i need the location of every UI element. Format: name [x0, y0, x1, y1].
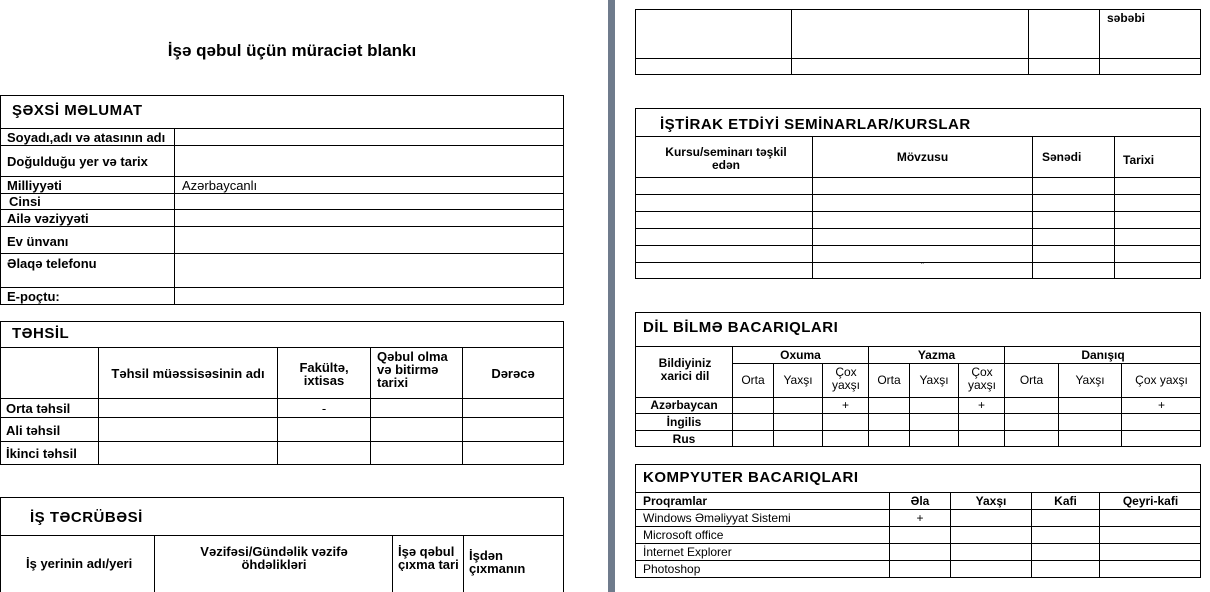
languages-level-header: Orta — [741, 373, 765, 387]
personal-label: Ailə vəziyyəti — [7, 211, 89, 226]
language-name: İngilis — [666, 415, 702, 429]
personal-label: Ev ünvanı — [7, 234, 69, 249]
computer-col-header: Əla — [910, 494, 930, 508]
nationality-value: Azərbaycanlı — [182, 178, 258, 193]
languages-first-col-header: Bildiyiniz xarici dil — [658, 356, 712, 383]
languages-level-header: Yaxşı — [783, 373, 813, 387]
computer-col-header: Qeyri-kafi — [1122, 494, 1179, 508]
languages-level-header: Çox yaxşı — [831, 365, 860, 392]
program-excellent-mark: + — [916, 511, 924, 525]
languages-level-header: Çox yaxşı — [967, 365, 996, 392]
languages-level-header: Orta — [877, 373, 901, 387]
personal-label: E-poçtu: — [7, 289, 60, 304]
computer-col-header: Proqramlar — [643, 494, 708, 508]
seminars-col-header: Mövzusu — [896, 150, 949, 164]
education-col-header: Qəbul olma və bitirmə tarixi — [377, 349, 448, 390]
education-row-label: İkinci təhsil — [6, 446, 77, 461]
languages-level-header: Yaxşı — [1075, 373, 1105, 387]
program-name: Photoshop — [643, 562, 701, 576]
languages-group-header: Oxuma — [780, 348, 821, 362]
language-name: Rus — [672, 432, 696, 446]
personal-label: Əlaqə telefonu — [7, 256, 97, 271]
personal-label: Milliyyəti — [7, 178, 62, 193]
education-row-label: Orta təhsil — [6, 401, 71, 416]
experience-col-header: Vəzifəsi/Gündəlik vəzifə öhdəlikləri — [200, 544, 348, 572]
education-col-header: Dərəcə — [491, 366, 535, 381]
personal-label: Doğulduğu yer və tarix — [7, 154, 148, 169]
experience-col-header: İşdən çıxmanın — [469, 548, 526, 576]
seminars-col-header: Kursu/seminarı təşkil edən — [665, 145, 787, 172]
computer-col-header: Kafi — [1054, 494, 1077, 508]
seminars-col-header: Sənədi — [1042, 150, 1082, 164]
language-name: Azərbaycan — [650, 398, 718, 412]
education-faculty-value: - — [321, 401, 327, 416]
languages-level-header: Çox yaxşı — [1135, 373, 1188, 387]
experience-col-header: İş yerinin adı/yeri — [26, 556, 133, 571]
computer-col-header: Yaxşı — [975, 494, 1007, 508]
languages-level-header: Yaxşı — [919, 373, 949, 387]
program-name: İnternet Explorer — [643, 545, 732, 559]
seminars-heading: İŞTİRAK ETDİYİ SEMİNARLAR/KURSLAR — [660, 116, 971, 133]
experience-col-header: İşə qəbul çıxma tari — [398, 545, 459, 571]
languages-group-header: Yazma — [917, 348, 956, 362]
personal-label: Soyadı,adı və atasının adı — [7, 130, 166, 145]
program-name: Microsoft office — [643, 528, 724, 542]
languages-group-header: Danışıq — [1081, 348, 1125, 362]
program-name: Windows Əməliyyat Sistemi — [643, 511, 791, 525]
education-col-header: Fakültə, ixtisas — [299, 360, 349, 388]
education-row-label: Ali təhsil — [6, 423, 61, 438]
language-mark: + — [841, 398, 849, 412]
education-col-header: Təhsil müəssisəsinin adı — [111, 366, 265, 381]
personal-heading: ŞƏXSİ MƏLUMAT — [12, 102, 143, 119]
education-heading: TƏHSİL — [12, 325, 70, 342]
seminars-col-header: Tarixi — [1123, 153, 1155, 167]
language-mark: + — [977, 398, 985, 412]
page-gap — [608, 0, 615, 592]
experience-heading: İŞ TƏCRÜBƏSİ — [30, 509, 143, 526]
languages-heading: DİL BİLMƏ BACARIQLARI — [643, 319, 839, 336]
languages-level-header: Orta — [1019, 373, 1044, 387]
language-mark: + — [1157, 398, 1165, 412]
seminars-stray-mark: " — [921, 261, 924, 270]
experience-reason-label: səbəbi — [1107, 11, 1146, 25]
right-page[interactable] — [615, 0, 1210, 592]
computer-heading: KOMPYUTER BACARIQLARI — [643, 469, 859, 486]
form-title: İşə qəbul üçün müraciət blankı — [167, 41, 417, 60]
personal-label: Cinsi — [9, 194, 41, 209]
